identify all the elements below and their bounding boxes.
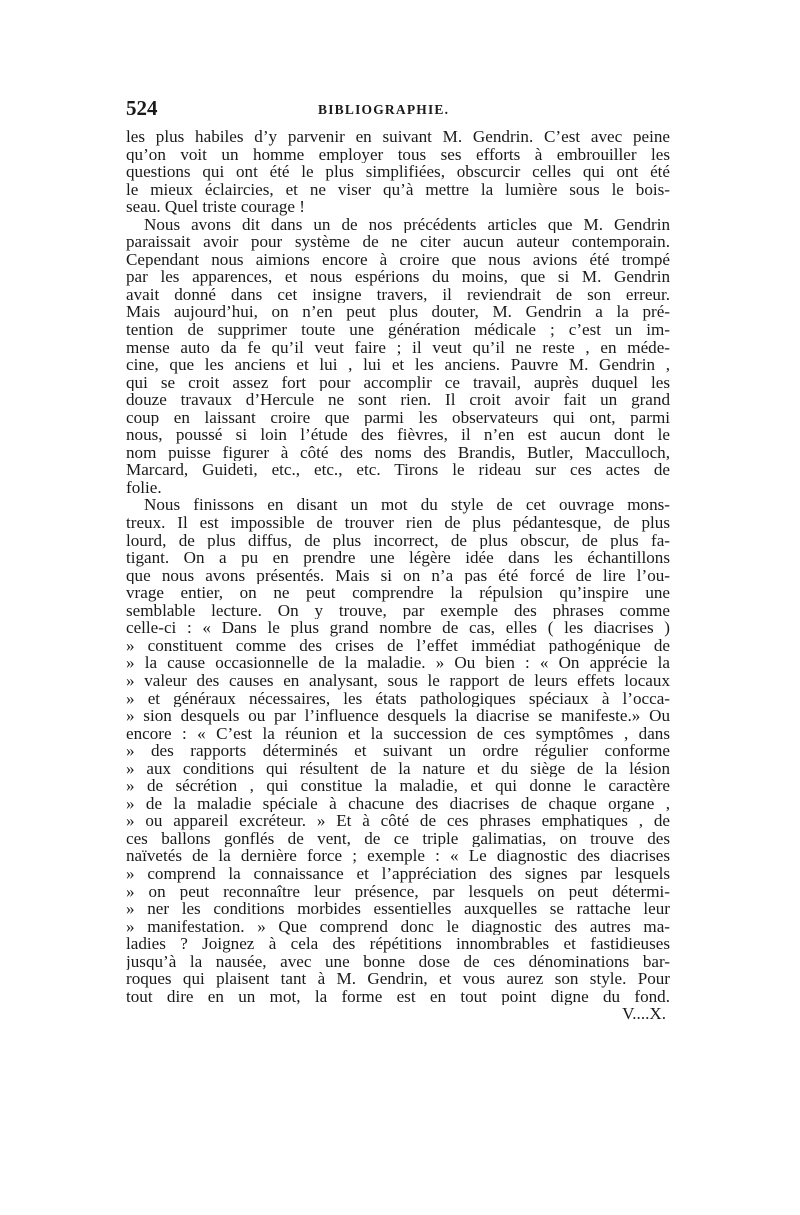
text-line: lourd, de plus diffus, de plus incorrect, de plus obscur, de plus fa- — [126, 531, 670, 550]
text-line: roques qui plaisent tant à M. Gendrin, et vous aurez son style. Pour — [126, 970, 670, 988]
text-line: tention de supprimer toute une génération médicale ; c’est un im- — [126, 321, 670, 339]
text-line: paraissait avoir pour système de ne citer aucun auteur contemporain. — [126, 233, 670, 251]
text-line: folie. — [126, 478, 162, 497]
text-line: ces ballons gonflés de vent, de ce triple galimatias, on trouve des — [126, 829, 670, 848]
text-line: les plus habiles d’y parvenir en suivant M. Gendrin. C’est avec peine — [126, 128, 670, 146]
text-line: celle-ci : « Dans le plus grand nombre de cas, elles ( les diacrises ) — [126, 619, 670, 637]
text-line: ladies ? Joignez à cela des répétitions innombrables et fastidieuses — [126, 935, 670, 953]
text-line: seau. Quel triste courage ! — [126, 198, 305, 216]
page-header — [126, 96, 670, 128]
text-line: » on peut reconnaître leur présence, par lesquels on peut détermi- — [126, 882, 670, 901]
text-line: » la cause occasionnelle de la maladie. » Ou bien : « On apprécie la — [126, 654, 670, 672]
text-line: semblable lecture. On y trouve, par exemple des phrases comme — [126, 601, 670, 620]
text-line: nous, poussé si loin l’étude des fièvres, il n’en est aucun dont le — [126, 426, 670, 444]
text-line: Mais aujourd’hui, on n’en peut plus douter, M. Gendrin a la pré- — [126, 303, 670, 322]
text-line: douze travaux d’Hercule ne sont rien. Il croit avoir fait un grand — [126, 391, 670, 409]
text-line: par les apparences, et nous espérions du moins, que si M. Gendrin — [126, 268, 670, 286]
text-line: tigant. On a pu en prendre une légère idée dans les échantillons — [126, 549, 670, 567]
text-line: le mieux éclaircies, et ne viser qu’à mettre la lumière sous le bois- — [126, 180, 670, 199]
text-line: coup en laissant croire que parmi les observateurs qui ont, parmi — [126, 408, 670, 427]
text-line: » et généraux nécessaires, les états pathologiques spéciaux à l’occa- — [126, 689, 670, 708]
text-line: encore : « C’est la réunion et la succession de ces symptômes , dans — [126, 724, 670, 743]
running-head: BIBLIOGRAPHIE. — [318, 102, 450, 117]
text-line: » de la maladie spéciale à chacune des diacrises de chaque organe , — [126, 794, 670, 813]
text-line: » des rapports déterminés et suivant un ordre régulier conforme — [126, 742, 670, 760]
text-line: » manifestation. » Que comprend donc le diagnostic des autres ma- — [126, 917, 670, 936]
body-text — [126, 128, 670, 1023]
text-line: Nous avons dit dans un de nos précédents articles que M. Gendrin — [144, 215, 670, 234]
text-line: Marcard, Guideti, etc., etc., etc. Tirons le rideau sur ces actes de — [126, 461, 670, 479]
text-line: nom puisse figurer à côté des noms des Brandis, Butler, Macculloch, — [126, 443, 670, 462]
text-line: » ou appareil excréteur. » Et à côté de ces phrases emphatiques , de — [126, 812, 670, 830]
text-line: avait donné dans cet insigne travers, il reviendrait de son erreur. — [126, 285, 670, 304]
text-line: vrage entier, on ne peut comprendre la répulsion qu’inspire une — [126, 584, 670, 602]
text-line: » sion desquels ou par l’influence desquels la diacrise se manifeste.» Ou — [126, 707, 670, 725]
page-number: 524 — [126, 96, 158, 120]
text-line: » constituent comme des crises de l’effet immédiat pathogénique de — [126, 636, 670, 655]
text-line: questions qui ont été le plus simplifiées, obscurcir celles qui ont été — [126, 163, 670, 181]
text-line: cine, que les anciens et lui , lui et les anciens. Pauvre M. Gendrin , — [126, 356, 670, 374]
book-page — [126, 96, 670, 1176]
text-line: mense auto da fe qu’il veut faire ; il veut qu’il ne reste , en méde- — [126, 338, 670, 357]
text-line: » valeur des causes en analysant, sous le rapport de leurs effets locaux — [126, 671, 670, 690]
text-line: » de sécrétion , qui constitue la maladie, et qui donne le caractère — [126, 777, 670, 795]
author-signature: V....X. — [622, 1004, 666, 1024]
text-line: » ner les conditions morbides essentielles auxquelles se rattache leur — [126, 900, 670, 918]
text-line: Cependant nous aimions encore à croire que nous avions été trompé — [126, 250, 670, 269]
text-line: qu’on voit un homme employer tous ses efforts à embrouiller les — [126, 145, 670, 164]
text-line: jusqu’à la nausée, avec une bonne dose de ces dénominations bar- — [126, 952, 670, 971]
text-line: qui se croit assez fort pour accomplir ce travail, auprès duquel les — [126, 373, 670, 392]
text-line: naïvetés de la dernière force ; exemple : « Le diagnostic des diacrises — [126, 847, 670, 865]
text-line: treux. Il est impossible de trouver rien de plus pédantesque, de plus — [126, 514, 670, 532]
text-line: tout dire en un mot, la forme est en tout point digne du fond. — [126, 987, 670, 1006]
text-line: » aux conditions qui résultent de la nature et du siège de la lésion — [126, 759, 670, 778]
text-line: » comprend la connaissance et l’appréciation des signes par lesquels — [126, 864, 670, 883]
text-line: que nous avons présentés. Mais si on n’a pas été forcé de lire l’ou- — [126, 566, 670, 585]
text-line: Nous finissons en disant un mot du style de cet ouvrage mons- — [144, 496, 670, 515]
